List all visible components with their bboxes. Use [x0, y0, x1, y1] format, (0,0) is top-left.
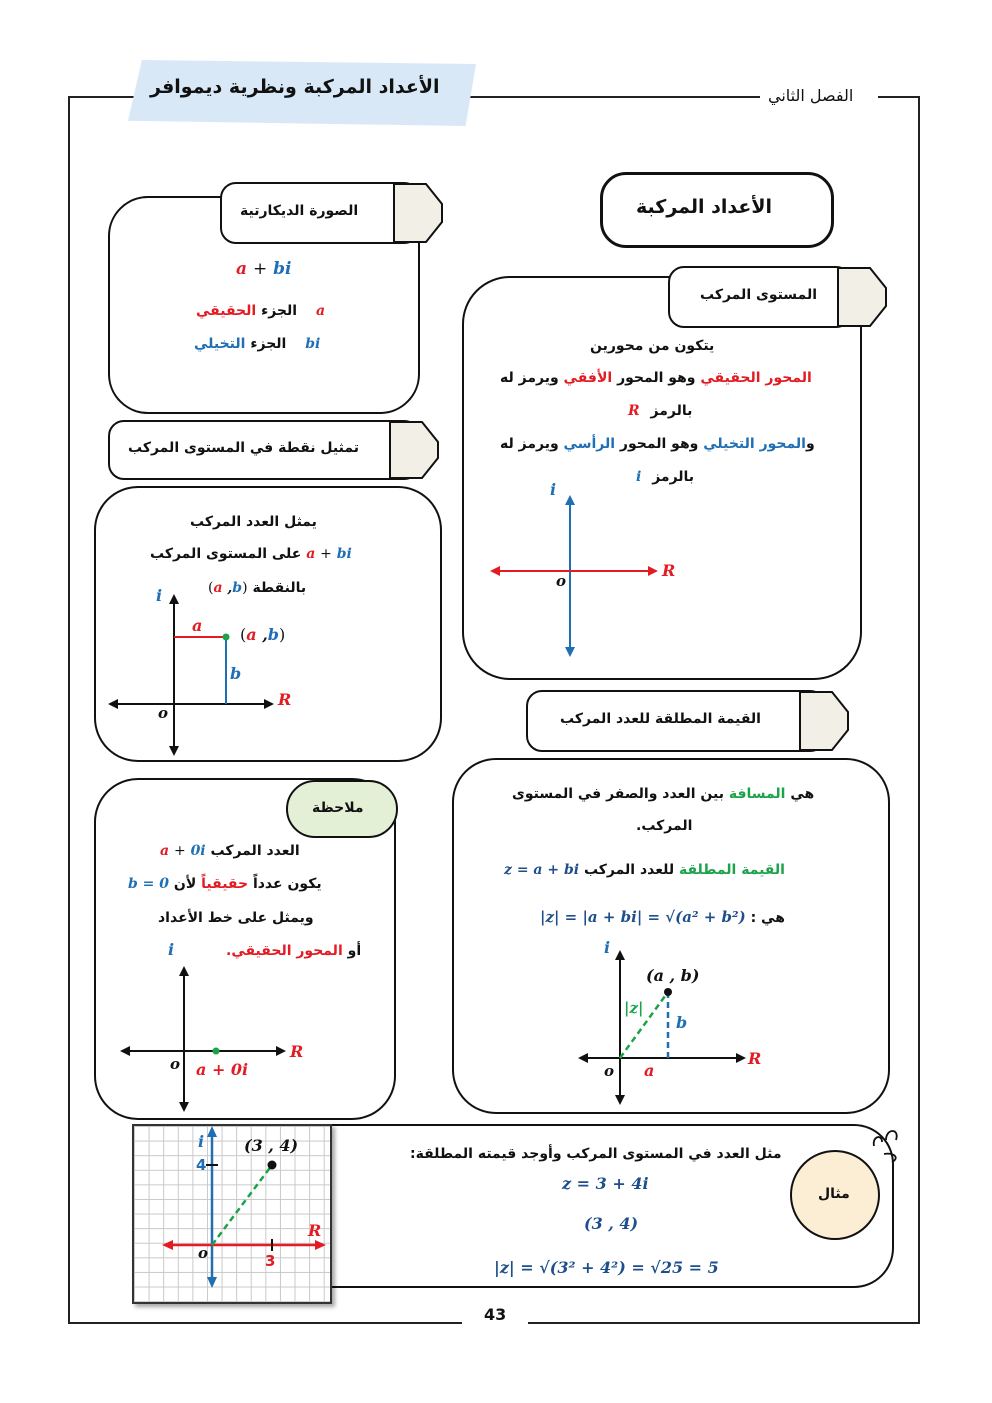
example-solution: |z| = √(3² + 4²) = √25 = 5	[494, 1258, 719, 1277]
modulus-is: هي :	[750, 910, 785, 926]
imag-part-symbol: bi	[305, 336, 321, 352]
prp-close: )	[278, 625, 286, 644]
mod-a-label: a	[644, 1061, 655, 1080]
imag-symbol-intro: بالرمز	[652, 469, 695, 485]
imag-axis-prefix: و	[805, 436, 815, 452]
real-part-prefix: الجزء	[261, 303, 298, 319]
imag-axis-line	[500, 436, 815, 452]
pr-point-label	[240, 625, 285, 644]
mod-point-label: (a , b)	[646, 966, 700, 985]
note-line2	[128, 876, 322, 892]
note-expr	[160, 843, 206, 859]
note-point-label: a + 0i	[196, 1060, 249, 1079]
horizontal-word: الأفقي	[563, 370, 613, 386]
note-line4	[226, 943, 361, 959]
ex-tick-4: 4	[196, 1156, 207, 1174]
modulus-z-def: z = a + bi	[504, 862, 580, 878]
ex-axis-i: i	[198, 1132, 205, 1151]
mod-z-label: |z|	[624, 999, 644, 1017]
modulus-abs-word: القيمة المطلقة	[678, 862, 785, 878]
real-axis-mid: وهو المحور	[617, 370, 696, 386]
imag-part-word: التخيلي	[194, 336, 246, 352]
prp-b: b	[267, 625, 279, 644]
pr-b: b	[232, 580, 243, 596]
pr-seg-b: b	[230, 664, 242, 683]
example-question: مثل العدد في المستوى المركب وأوجد قيمته المطلقة:	[410, 1146, 782, 1162]
complex-plane-tab-arrow	[836, 266, 888, 328]
point-rep-a: a	[306, 546, 316, 562]
note-axis-R: R	[290, 1042, 304, 1061]
modulus-line2: المركب.	[636, 818, 693, 834]
note-axis-i: i	[168, 940, 175, 959]
point-rep-bi: bi	[336, 546, 352, 562]
mod-axis-R: R	[748, 1049, 762, 1068]
imag-symbol: i	[636, 469, 642, 485]
note-real-axis: المحور الحقيقي.	[226, 943, 343, 959]
real-part-line	[196, 303, 325, 319]
modulus-formula: |z| = |a + bi| = √(a² + b²)	[540, 908, 746, 926]
real-axis-name: المحور الحقيقي	[700, 370, 812, 386]
point-rep-plus: +	[320, 546, 332, 562]
modulus-tab-arrow	[798, 690, 850, 752]
pr-seg-a: a	[192, 616, 203, 635]
pr-comma: ,	[227, 580, 233, 596]
cartesian-a: a	[236, 259, 248, 279]
note-line1	[160, 843, 300, 859]
example-tab-label: مثال	[818, 1186, 850, 1202]
note-tab-label: ملاحظة	[312, 800, 364, 816]
chapter-label: الفصل الثاني	[768, 86, 854, 105]
symbol-text-2: ويرمز له	[500, 436, 559, 452]
note-axes	[120, 966, 290, 1114]
note-origin: o	[170, 1055, 181, 1073]
point-rep-line1: يمثل العدد المركب	[190, 514, 317, 530]
mod-axis-i: i	[604, 938, 611, 957]
example-point: (3 , 4)	[584, 1214, 639, 1233]
note-because: لأن	[173, 876, 197, 892]
main-title: الأعداد المركبة	[636, 196, 773, 218]
note-line2-pre: يكون عدداً	[252, 876, 322, 892]
real-symbol: R	[628, 403, 640, 419]
real-symbol-line	[628, 403, 692, 419]
cp-axis-i: i	[550, 480, 557, 499]
cartesian-form	[236, 259, 291, 279]
pr-axis-R: R	[278, 690, 292, 709]
two-axes-line: يتكون من محورين	[590, 338, 715, 354]
point-rep-line2	[150, 546, 352, 562]
mod-b-label: b	[676, 1013, 688, 1032]
prp-a: a	[246, 625, 257, 644]
example-z-eq	[562, 1174, 649, 1193]
point-rep-line2-text: على المستوى المركب	[150, 546, 302, 562]
note-plus: +	[173, 843, 186, 859]
real-part-word: الحقيقي	[196, 303, 257, 319]
imag-axis-name: المحور التخيلي	[703, 436, 806, 452]
ex-origin: o	[198, 1244, 209, 1262]
point-rep-line3-text: بالنقطة	[252, 580, 307, 596]
example-z-eq-text: z = 3 + 4i	[562, 1174, 649, 1193]
example-axes	[132, 1124, 332, 1304]
modulus-for-number: للعدد المركب	[583, 862, 675, 878]
note-line3: ويمثل على خط الأعداد	[158, 910, 314, 926]
imag-axis-mid: وهو المحور	[619, 436, 699, 452]
ex-tick-3: 3	[265, 1252, 276, 1270]
cp-origin: o	[556, 572, 567, 590]
modulus-line1-pre: هي	[790, 786, 815, 802]
prp-open: (	[240, 625, 247, 644]
note-real-word: حقيقياً	[201, 876, 249, 892]
imag-symbol-line	[636, 469, 694, 485]
note-0i: 0i	[190, 843, 206, 859]
ex-axis-R: R	[308, 1221, 322, 1240]
vertical-word: الرأسي	[563, 436, 616, 452]
prp-comma: ,	[262, 625, 268, 644]
book-title: الأعداد المركبة ونظرية ديموافر	[150, 76, 440, 98]
note-line4-pre: أو	[347, 943, 362, 959]
modulus-line1	[512, 786, 814, 802]
page-number: 43	[484, 1305, 507, 1324]
point-rep-tab-label: تمثيل نقطة في المستوى المركب	[128, 440, 359, 456]
real-symbol-intro: بالرمز	[650, 403, 693, 419]
imag-part-prefix: الجزء	[250, 336, 287, 352]
cp-axis-R: R	[662, 561, 676, 580]
modulus-tab-label: القيمة المطلقة للعدد المركب	[560, 711, 761, 727]
real-part-symbol: a	[315, 303, 326, 319]
cartesian-tab-arrow	[392, 182, 444, 244]
ex-grid-point: (3 , 4)	[244, 1136, 299, 1155]
mod-origin: o	[604, 1062, 615, 1080]
complex-plane-axes	[490, 495, 660, 660]
modulus-distance: المسافة	[728, 786, 786, 802]
cartesian-bi: bi	[273, 259, 292, 279]
modulus-line1-post: بين العدد والصفر في المستوى	[512, 786, 724, 802]
note-line1-text: العدد المركب	[210, 843, 300, 859]
note-b-eq-0: b = 0	[128, 876, 170, 892]
complex-plane-tab-label: المستوى المركب	[700, 287, 817, 303]
imag-part-line	[194, 336, 320, 352]
modulus-line4	[540, 908, 785, 926]
pr-origin: o	[158, 704, 169, 722]
real-axis-line	[500, 370, 812, 386]
point-rep-tab-arrow	[388, 420, 440, 480]
symbol-text-1: ويرمز له	[500, 370, 559, 386]
note-a: a	[160, 843, 170, 859]
pr-axis-i: i	[156, 586, 163, 605]
pr-open: (	[208, 580, 214, 596]
modulus-line3	[504, 862, 785, 878]
pr-a: a	[213, 580, 223, 596]
cartesian-tab-label: الصورة الديكارتية	[240, 203, 359, 219]
cartesian-plus: +	[252, 259, 268, 279]
splash-icon	[870, 1126, 906, 1166]
point-rep-expr	[306, 546, 352, 562]
pr-close: )	[242, 580, 248, 596]
